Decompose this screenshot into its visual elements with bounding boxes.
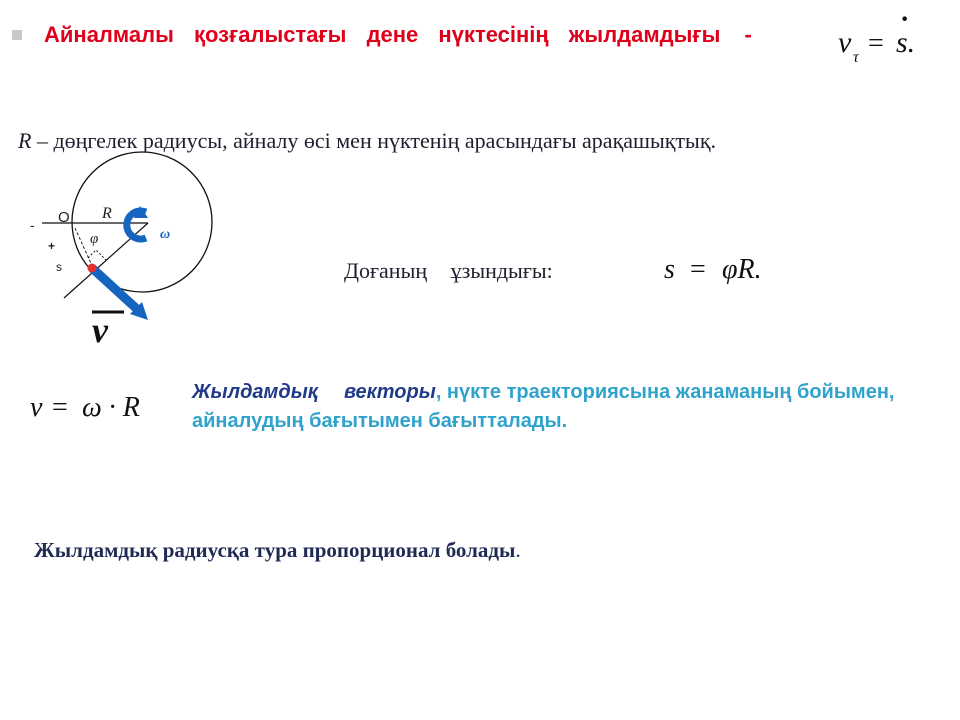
vector-direction-text (192, 378, 932, 436)
rotation-diagram (30, 150, 230, 360)
v-formula-lhs: v (30, 392, 43, 423)
title-text: Айналмалы қозғалыстағы дене нүктесінің жылдамдығы (44, 22, 721, 47)
formula-overdot: · (900, 4, 910, 35)
right-angle-mark (88, 250, 106, 260)
velocity-omega-formula (30, 384, 160, 432)
vector-italic-word: Жылдамдық (192, 381, 318, 403)
arc-formula-eq: = (690, 254, 706, 285)
formula-v: v (838, 26, 852, 59)
bullet-icon (12, 30, 22, 40)
v-formula-eq: = (52, 392, 68, 423)
arc-length-label: Доғаның ұзындығы: (344, 258, 553, 283)
slide-title (44, 22, 752, 48)
minus-sign: - (30, 217, 35, 233)
velocity-tangential-formula (834, 4, 934, 74)
arc-formula-rhs: φR. (722, 254, 762, 285)
formula-sub-tau: τ (853, 49, 859, 66)
phi-label: φ (90, 231, 99, 247)
proportional-dot: . (515, 538, 521, 562)
vector-italic-word-2: векторы (343, 381, 436, 403)
arc-formula-lhs: s (664, 254, 675, 285)
proportional-text: Жылдамдық радиусқа тура пропорционал болады (34, 538, 516, 562)
radius-definition-text: – дөңгелек радиусы, айналу өсі мен нүктенің арасындағы арақашықтық. (31, 128, 717, 153)
title-dash: - (744, 22, 752, 47)
origin-label: O (58, 209, 70, 226)
omega-label: ω (160, 227, 171, 242)
v-formula-rhs: ω · R (82, 392, 140, 423)
formula-s-dot: s. (896, 26, 916, 59)
arc-s-label: s (56, 260, 62, 274)
proportional-statement (34, 538, 521, 563)
radius-label: R (102, 205, 112, 222)
plus-sign: + (48, 239, 56, 253)
arc-length-formula (660, 246, 790, 294)
radius-symbol: R (18, 128, 32, 153)
velocity-vector-arrow (92, 268, 138, 310)
velocity-symbol: v (92, 310, 108, 350)
formula-equals: = (868, 28, 884, 59)
moving-point (88, 264, 97, 273)
vector-rest-text: , нүкте траекториясына жанаманың бойымен, айналудың бағытымен бағытталады. (192, 381, 895, 432)
